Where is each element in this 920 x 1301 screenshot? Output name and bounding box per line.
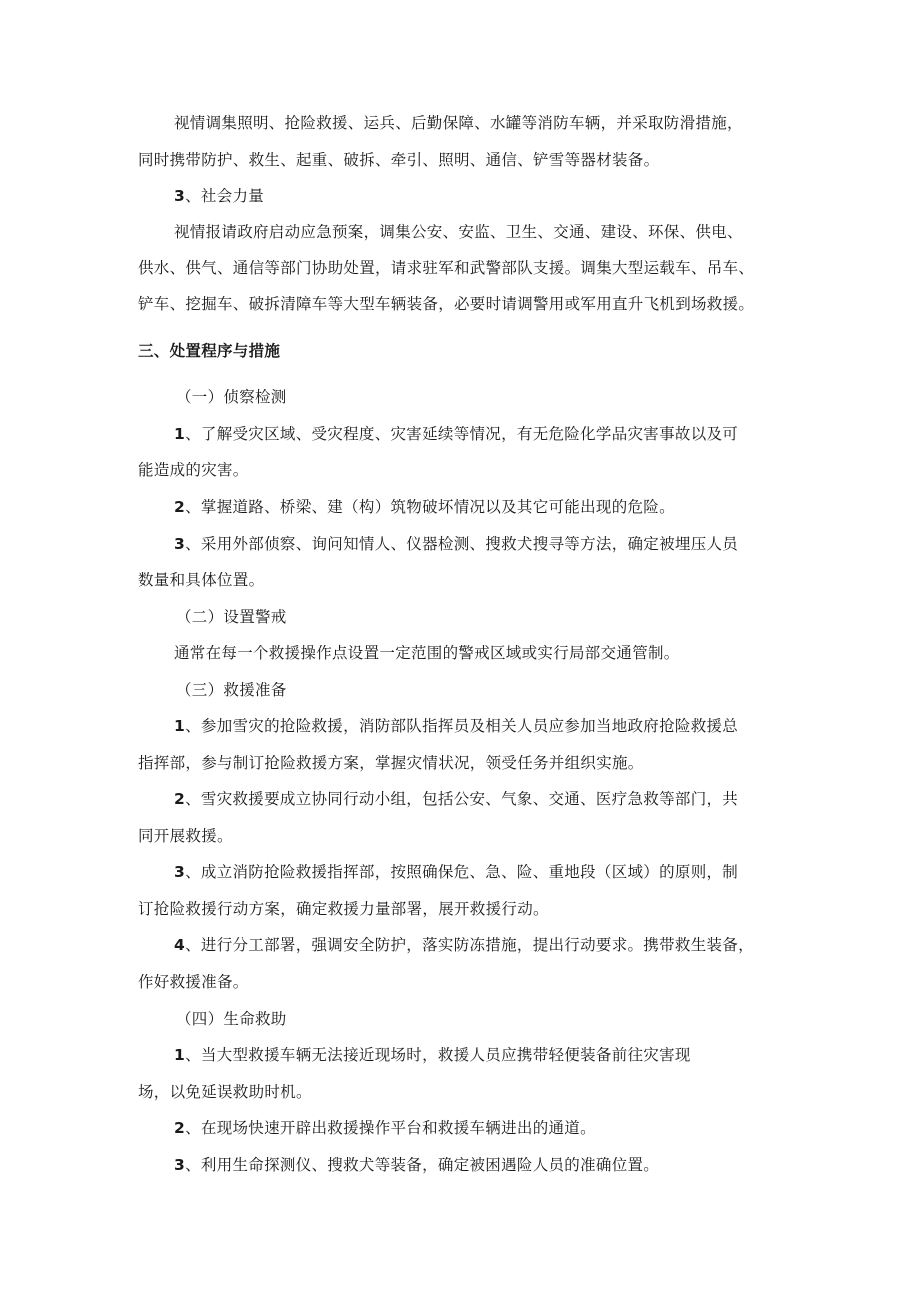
list-text: 、在现场快速开辟出救援操作平台和救援车辆进出的通道。 — [185, 1119, 596, 1137]
paragraph-line: 视情调集照明、抢险救援、运兵、后勤保障、水罐等消防车辆，并采取防滑措施， — [174, 114, 743, 132]
list-number: 4 — [174, 936, 186, 954]
list-text: 、进行分工部署，强调安全防护，落实防冻措施，提出行动要求。携带救生装备， — [185, 936, 754, 954]
list-item — [174, 1045, 691, 1065]
paragraph-line: 场，以免延误救助时机。 — [138, 1083, 312, 1101]
list-text: 、雪灾救援要成立协同行动小组，包括公安、气象、交通、医疗急救等部门，共 — [185, 790, 739, 808]
list-number: 2 — [174, 790, 186, 808]
list-number: 3 — [174, 535, 186, 553]
paragraph-line: 通常在每一个救援操作点设置一定范围的警戒区域或实行局部交通管制。 — [174, 644, 680, 662]
paragraph-line: 能造成的灾害。 — [138, 461, 249, 479]
list-text: 、了解受灾区域、受灾程度、灾害延续等情况，有无危险化学品灾害事故以及可 — [185, 425, 739, 443]
list-item — [174, 935, 754, 955]
list-item — [174, 789, 738, 809]
subsection-heading: （二）设置警戒 — [176, 608, 287, 626]
paragraph-line: 视情报请政府启动应急预案，调集公安、安监、卫生、交通、建设、环保、供电、 — [174, 223, 743, 241]
list-text: 、掌握道路、桥梁、建（构）筑物破坏情况以及其它可能出现的危险。 — [185, 498, 675, 516]
section-heading: 三、处置程序与措施 — [138, 342, 281, 360]
subsection-heading: （四）生命救助 — [176, 1010, 287, 1028]
subsection-heading: （一）侦察检测 — [176, 388, 287, 406]
list-text: 、当大型救援车辆无法接近现场时，救援人员应携带轻便装备前往灾害现 — [185, 1046, 691, 1064]
list-item-heading — [174, 186, 264, 206]
list-item — [174, 1118, 596, 1138]
paragraph-line: 同时携带防护、救生、起重、破拆、牵引、照明、通信、铲雪等器材装备。 — [138, 151, 660, 169]
paragraph-line: 指挥部，参与制订抢险救援方案，掌握灾情状况，领受任务并组织实施。 — [138, 754, 644, 772]
list-text: 、采用外部侦察、询问知情人、仪器检测、搜救犬搜寻等方法，确定被埋压人员 — [185, 535, 739, 553]
list-number: 3 — [174, 187, 186, 205]
list-item — [174, 1155, 659, 1175]
list-number: 3 — [174, 1156, 186, 1174]
list-text: 、利用生命探测仪、搜救犬等装备，确定被困遇险人员的准确位置。 — [185, 1156, 660, 1174]
list-item — [174, 424, 738, 444]
paragraph-line: 数量和具体位置。 — [138, 571, 265, 589]
list-text: 、社会力量 — [185, 187, 265, 205]
paragraph-line: 同开展救援。 — [138, 827, 233, 845]
list-number: 2 — [174, 1119, 186, 1137]
list-text: 、成立消防抢险救援指挥部，按照确保危、急、险、重地段（区域）的原则，制 — [185, 863, 739, 881]
paragraph-line: 铲车、挖掘车、破拆清障车等大型车辆装备，必要时请调警用或军用直升飞机到场救援。 — [138, 295, 755, 313]
list-item — [174, 716, 738, 736]
list-item — [174, 862, 738, 882]
list-number: 2 — [174, 498, 186, 516]
list-number: 1 — [174, 425, 186, 443]
list-item — [174, 534, 738, 554]
paragraph-line: 作好救援准备。 — [138, 973, 249, 991]
subsection-heading: （三）救援准备 — [176, 681, 287, 699]
list-number: 1 — [174, 717, 186, 735]
list-item — [174, 497, 675, 517]
paragraph-line: 供水、供气、通信等部门协助处置，请求驻军和武警部队支援。调集大型运载车、吊车、 — [138, 259, 755, 277]
list-number: 3 — [174, 863, 186, 881]
list-number: 1 — [174, 1046, 186, 1064]
list-text: 、参加雪灾的抢险救援，消防部队指挥员及相关人员应参加当地政府抢险救援总 — [185, 717, 739, 735]
paragraph-line: 订抢险救援行动方案，确定救援力量部署，展开救援行动。 — [138, 900, 549, 918]
